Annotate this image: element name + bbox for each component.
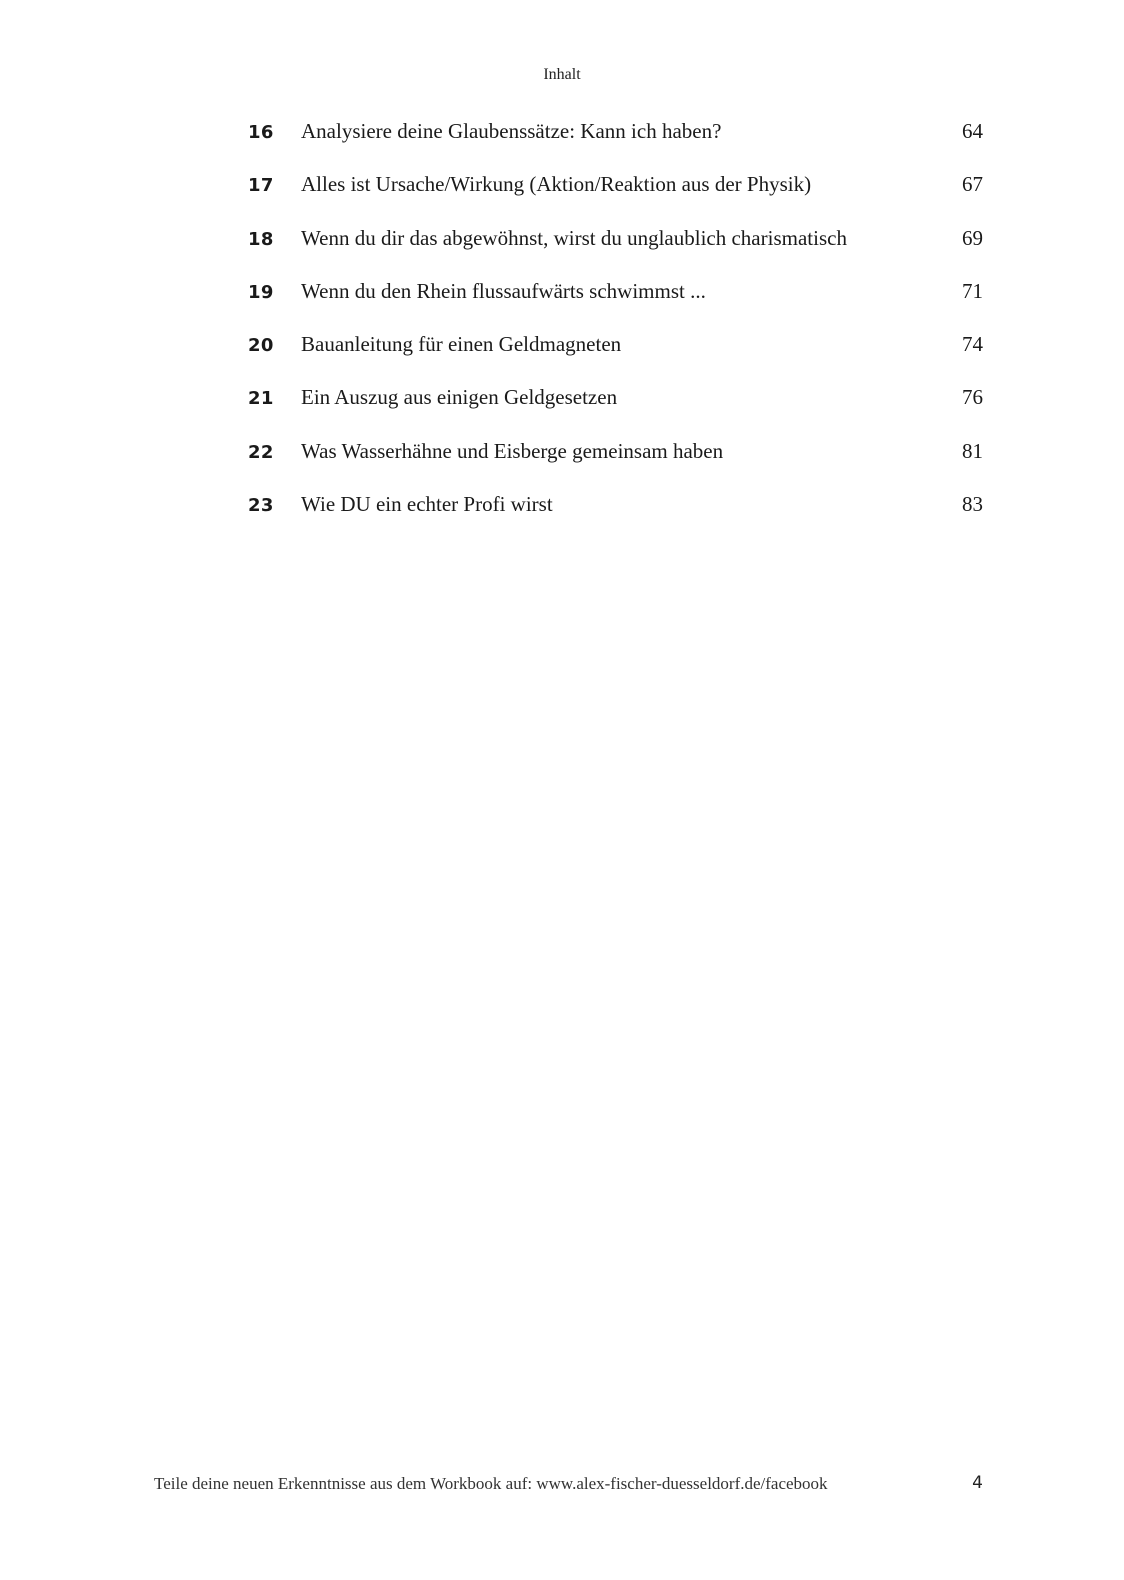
page-number: 4 (972, 1473, 983, 1493)
chapter-title: Wie DU ein echter Profi wirst (301, 492, 553, 517)
chapter-page: 81 (962, 438, 983, 463)
toc-entry (248, 383, 983, 436)
chapter-number: 20 (248, 335, 274, 357)
running-header: Inhalt (543, 66, 581, 83)
chapter-page: 74 (962, 332, 983, 357)
chapter-number: 16 (248, 122, 274, 143)
chapter-number: 17 (248, 175, 274, 197)
chapter-title: Was Wasserhähne und Eisberge gemeinsam haben (301, 438, 724, 463)
chapter-title: Wenn du dir das abgewöhnst, wirst du unglaublich charismatisch (301, 225, 847, 250)
chapter-page: 67 (962, 172, 983, 197)
chapter-page: 69 (962, 225, 983, 250)
toc-entry (248, 170, 983, 223)
chapter-title: Wenn du den Rhein flussaufwärts schwimmst ... (301, 278, 706, 303)
chapter-number: 19 (248, 281, 274, 303)
toc-entry (248, 490, 983, 543)
toc-entry (248, 277, 983, 330)
toc-entry (248, 437, 983, 490)
chapter-page: 76 (962, 385, 983, 410)
chapter-page: 64 (962, 119, 983, 143)
chapter-title: Bauanleitung für einen Geldmagneten (301, 332, 622, 357)
chapter-page: 83 (962, 492, 983, 517)
chapter-number: 22 (248, 441, 274, 463)
toc-entry (248, 224, 983, 277)
chapter-number: 23 (248, 495, 274, 517)
chapter-title: Analysiere deine Glaubenssätze: Kann ich haben? (301, 119, 722, 143)
table-of-contents (248, 117, 983, 543)
chapter-title: Alles ist Ursache/Wirkung (Aktion/Reaktion aus der Physik) (301, 172, 812, 197)
chapter-title: Ein Auszug aus einigen Geldgesetzen (301, 385, 618, 410)
toc-entry (248, 330, 983, 383)
chapter-number: 18 (248, 228, 274, 250)
chapter-page: 71 (962, 278, 983, 303)
toc-entry (248, 117, 983, 170)
footer-text: Teile deine neuen Erkenntnisse aus dem Workbook auf: www.alex-fischer-duesseldorf.de/facebook (154, 1474, 828, 1493)
chapter-number: 21 (248, 388, 274, 410)
